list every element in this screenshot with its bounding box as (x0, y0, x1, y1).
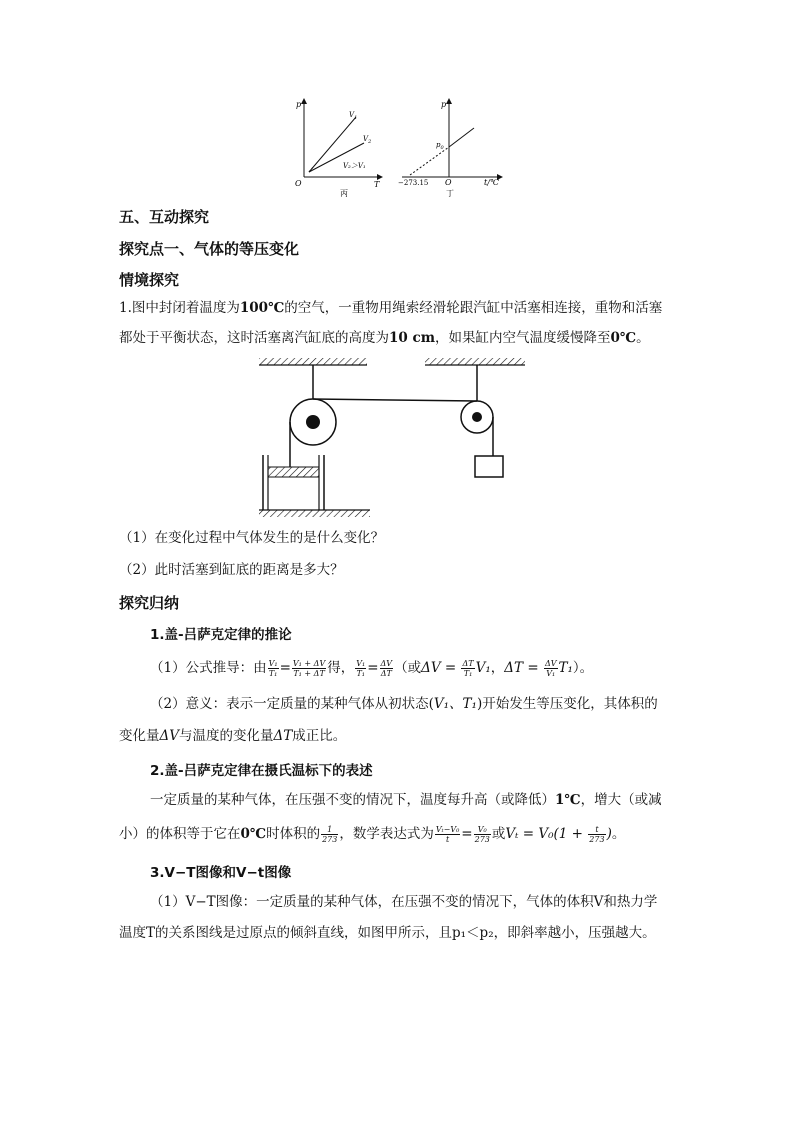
floor (259, 510, 370, 517)
apparatus-diagram (255, 355, 530, 525)
rope-top (313, 399, 477, 401)
graph-ding-origin: O (445, 178, 452, 187)
graph-ding-line (449, 128, 474, 147)
item1-title: 1.盖-吕萨克定律的推论 (150, 627, 292, 643)
graph-ding-t-label: t/℃ (484, 178, 499, 187)
graph-ding-dashed-extension (410, 147, 449, 175)
problem-line-2: 都处于平衡状态，这时活塞离汽缸底的高度为10 cm，如果缸内空气温度缓慢降至0℃。 (119, 330, 650, 346)
graph-bing-origin: O (295, 179, 302, 188)
topic-title: 探究点一、气体的等压变化 (119, 240, 300, 258)
graph-bing-p-label: p (296, 100, 302, 109)
question-1: （1）在变化过程中气体发生的是什么变化？ (119, 530, 385, 546)
graph-ding-tick: −273.15 (398, 179, 429, 187)
graph-bing-relation: V₂＞V₁ (343, 162, 366, 170)
question-2: （2）此时活塞到缸底的距离是多大？ (119, 562, 344, 578)
item2-line-2: 小）的体积等于它在0℃时体积的 $\frac{1}{273}$ ，数学表达式为 $\frac{\text{Vₜ−V₀}}{t}$ = $\frac{\text{V₀}}{273}$ 或Vₜ = V₀(1 + $\frac{t}{273}$ )。 (119, 825, 626, 844)
scenario-title: 情境探究 (119, 271, 180, 289)
weight-block (475, 456, 503, 477)
item1-meaning-line-1: （2）意义：表示一定质量的某种气体从初状态(V₁、T₁)开始发生等压变化，其体积的 (150, 696, 658, 712)
item2-title: 2.盖-吕萨克定律在摄氏温标下的表述 (150, 763, 373, 779)
summary-title: 探究归纳 (119, 594, 180, 612)
section-title: 五、互动探究 (119, 208, 210, 226)
item3-line-1: （1）V−T图像：一定质量的某种气体，在压强不变的情况下，气体的体积V和热力学 (150, 894, 658, 910)
graph-bing-T-label: T (374, 180, 380, 189)
graph-ding-p-label: p (441, 100, 447, 109)
graph-bing-v1-label: $V_1$ (349, 111, 358, 121)
graph-bing-caption: 丙 (340, 189, 348, 198)
item3-title: 3.V−T图像和V−t图像 (150, 865, 292, 881)
graph-ding-caption: 丁 (446, 189, 454, 198)
graph-bing (295, 100, 380, 198)
item2-line-1: 一定质量的某种气体，在压强不变的情况下，温度每升高（或降低）1℃，增大（或减 (150, 792, 662, 808)
item3-line-2: 温度T的关系图线是过原点的倾斜直线，如图甲所示，且p₁＜p₂，即斜率越小，压强越大。 (119, 925, 656, 941)
graph-ding (398, 100, 500, 198)
graph-bing-v2-label: $V_2$ (363, 135, 372, 145)
ceiling-right (425, 358, 525, 365)
graph-ding-p0-label: $p_0$ (436, 141, 444, 151)
piston (268, 467, 319, 477)
item1-formula-line: （1）公式推导：由 $\frac{\text{V₁}}{\text{T₁}}$ = $\frac{\text{V₁ + ΔV}}{\text{T₁ + ΔT}}$ 得， $\frac{\text{V₁}}{\text{T₁}}$ = $\frac{\Delta V}{\Delta T}$ （或ΔV = $\frac{\Delta T}{\text{T₁}}$ V₁，ΔT = $\frac{\Delta V}{\text{V₁}}$ T₁）。 (150, 659, 594, 678)
problem-text (119, 293, 679, 353)
item1-meaning-line-2: 变化量ΔV与温度的变化量ΔT成正比。 (119, 728, 347, 744)
graphs-bing-ding (288, 95, 508, 205)
problem-line-1: 1.图中封闭着温度为100℃的空气，一重物用绳索经滑轮跟汽缸中活塞相连接，重物和活塞 (119, 300, 663, 316)
ceiling-left (259, 358, 367, 365)
